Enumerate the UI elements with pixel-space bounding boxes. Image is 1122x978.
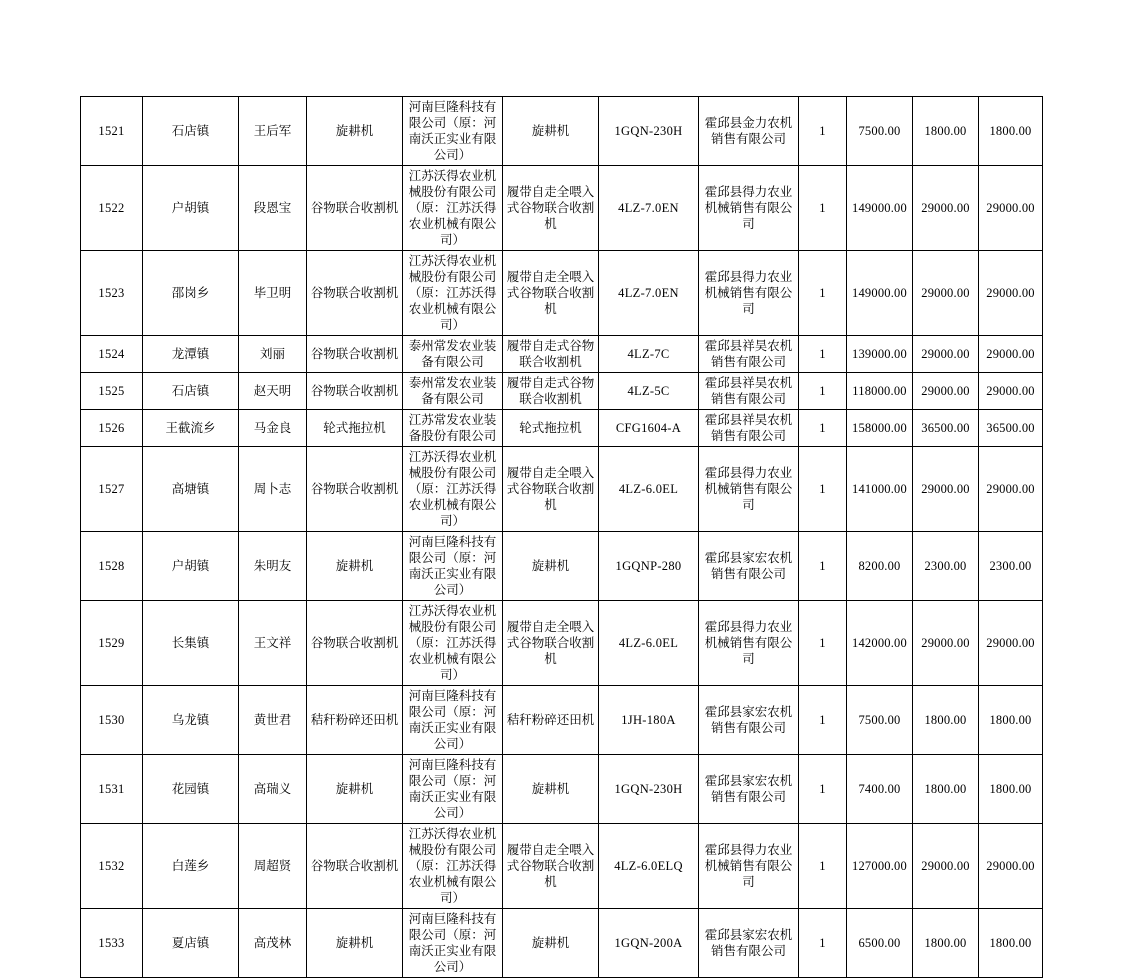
cell-qty: 1: [799, 251, 847, 336]
cell-buyer: 高茂林: [239, 909, 307, 978]
cell-buyer: 段恩宝: [239, 166, 307, 251]
cell-no: 1528: [81, 532, 143, 601]
subsidy-table-body: [81, 97, 1043, 978]
cell-model: 4LZ-7.0EN: [599, 251, 699, 336]
cell-qty: 1: [799, 755, 847, 824]
cell-machine: 秸秆粉碎还田机: [503, 686, 599, 755]
cell-category: 轮式拖拉机: [307, 410, 403, 447]
cell-machine: 履带自走全喂入式谷物联合收割机: [503, 447, 599, 532]
cell-town: 户胡镇: [143, 532, 239, 601]
cell-central-subsidy: 29000.00: [913, 251, 979, 336]
cell-manufacturer: 泰州常发农业装备有限公司: [403, 336, 503, 373]
cell-no: 1525: [81, 373, 143, 410]
cell-central-subsidy: 29000.00: [913, 336, 979, 373]
subsidy-table-container: [80, 96, 1042, 978]
cell-central-subsidy: 1800.00: [913, 686, 979, 755]
table-row: [81, 447, 1043, 532]
cell-subsidy: 29000.00: [979, 373, 1043, 410]
cell-manufacturer: 江苏沃得农业机械股份有限公司（原：江苏沃得农业机械有限公司）: [403, 601, 503, 686]
cell-machine: 履带自走式谷物联合收割机: [503, 373, 599, 410]
cell-dealer: 霍邱县家宏农机销售有限公司: [699, 532, 799, 601]
cell-town: 夏店镇: [143, 909, 239, 978]
cell-manufacturer: 河南巨隆科技有限公司（原：河南沃正实业有限公司）: [403, 532, 503, 601]
cell-dealer: 霍邱县得力农业机械销售有限公司: [699, 447, 799, 532]
cell-category: 谷物联合收割机: [307, 166, 403, 251]
cell-town: 白莲乡: [143, 824, 239, 909]
cell-central-subsidy: 29000.00: [913, 601, 979, 686]
cell-category: 谷物联合收割机: [307, 373, 403, 410]
cell-central-subsidy: 36500.00: [913, 410, 979, 447]
cell-town: 王截流乡: [143, 410, 239, 447]
cell-dealer: 霍邱县得力农业机械销售有限公司: [699, 166, 799, 251]
cell-subsidy: 29000.00: [979, 251, 1043, 336]
cell-machine: 旋耕机: [503, 755, 599, 824]
cell-qty: 1: [799, 166, 847, 251]
cell-price: 6500.00: [847, 909, 913, 978]
cell-category: 谷物联合收割机: [307, 824, 403, 909]
cell-town: 邵岗乡: [143, 251, 239, 336]
cell-buyer: 周卜志: [239, 447, 307, 532]
cell-dealer: 霍邱县家宏农机销售有限公司: [699, 909, 799, 978]
cell-town: 高塘镇: [143, 447, 239, 532]
cell-town: 石店镇: [143, 97, 239, 166]
cell-central-subsidy: 1800.00: [913, 97, 979, 166]
cell-model: 1GQNP-280: [599, 532, 699, 601]
cell-machine: 旋耕机: [503, 909, 599, 978]
cell-central-subsidy: 29000.00: [913, 824, 979, 909]
cell-model: 1GQN-230H: [599, 97, 699, 166]
table-row: [81, 97, 1043, 166]
cell-price: 158000.00: [847, 410, 913, 447]
cell-manufacturer: 河南巨隆科技有限公司（原：河南沃正实业有限公司）: [403, 686, 503, 755]
cell-subsidy: 1800.00: [979, 909, 1043, 978]
cell-town: 石店镇: [143, 373, 239, 410]
cell-price: 142000.00: [847, 601, 913, 686]
cell-subsidy: 29000.00: [979, 166, 1043, 251]
cell-model: 4LZ-6.0EL: [599, 447, 699, 532]
cell-qty: 1: [799, 336, 847, 373]
cell-buyer: 周超贤: [239, 824, 307, 909]
cell-price: 7500.00: [847, 97, 913, 166]
cell-dealer: 霍邱县得力农业机械销售有限公司: [699, 824, 799, 909]
cell-subsidy: 36500.00: [979, 410, 1043, 447]
cell-town: 龙潭镇: [143, 336, 239, 373]
cell-subsidy: 1800.00: [979, 755, 1043, 824]
cell-dealer: 霍邱县祥昊农机销售有限公司: [699, 336, 799, 373]
cell-qty: 1: [799, 97, 847, 166]
cell-manufacturer: 江苏沃得农业机械股份有限公司（原：江苏沃得农业机械有限公司）: [403, 447, 503, 532]
cell-town: 户胡镇: [143, 166, 239, 251]
cell-manufacturer: 泰州常发农业装备有限公司: [403, 373, 503, 410]
cell-dealer: 霍邱县家宏农机销售有限公司: [699, 755, 799, 824]
cell-no: 1533: [81, 909, 143, 978]
cell-category: 谷物联合收割机: [307, 251, 403, 336]
cell-machine: 旋耕机: [503, 97, 599, 166]
cell-subsidy: 29000.00: [979, 601, 1043, 686]
cell-subsidy: 1800.00: [979, 97, 1043, 166]
cell-subsidy: 2300.00: [979, 532, 1043, 601]
cell-machine: 履带自走全喂入式谷物联合收割机: [503, 601, 599, 686]
cell-buyer: 高瑞义: [239, 755, 307, 824]
cell-dealer: 霍邱县得力农业机械销售有限公司: [699, 601, 799, 686]
cell-buyer: 马金良: [239, 410, 307, 447]
cell-town: 长集镇: [143, 601, 239, 686]
cell-manufacturer: 河南巨隆科技有限公司（原：河南沃正实业有限公司）: [403, 755, 503, 824]
cell-price: 149000.00: [847, 166, 913, 251]
subsidy-table: [80, 96, 1043, 978]
cell-buyer: 王文祥: [239, 601, 307, 686]
cell-qty: 1: [799, 601, 847, 686]
cell-price: 118000.00: [847, 373, 913, 410]
cell-no: 1531: [81, 755, 143, 824]
cell-qty: 1: [799, 410, 847, 447]
cell-buyer: 毕卫明: [239, 251, 307, 336]
cell-category: 旋耕机: [307, 909, 403, 978]
cell-dealer: 霍邱县金力农机销售有限公司: [699, 97, 799, 166]
table-row: [81, 909, 1043, 978]
cell-no: 1521: [81, 97, 143, 166]
cell-no: 1524: [81, 336, 143, 373]
table-row: [81, 166, 1043, 251]
cell-no: 1526: [81, 410, 143, 447]
table-row: [81, 373, 1043, 410]
cell-no: 1523: [81, 251, 143, 336]
cell-qty: 1: [799, 909, 847, 978]
cell-manufacturer: 江苏常发农业装备股份有限公司: [403, 410, 503, 447]
cell-price: 8200.00: [847, 532, 913, 601]
cell-no: 1532: [81, 824, 143, 909]
cell-buyer: 赵天明: [239, 373, 307, 410]
cell-qty: 1: [799, 824, 847, 909]
cell-category: 旋耕机: [307, 532, 403, 601]
cell-manufacturer: 河南巨隆科技有限公司（原：河南沃正实业有限公司）: [403, 97, 503, 166]
cell-town: 花园镇: [143, 755, 239, 824]
table-row: [81, 410, 1043, 447]
cell-category: 谷物联合收割机: [307, 601, 403, 686]
cell-qty: 1: [799, 447, 847, 532]
cell-model: 4LZ-7C: [599, 336, 699, 373]
cell-no: 1522: [81, 166, 143, 251]
cell-no: 1530: [81, 686, 143, 755]
cell-buyer: 王后军: [239, 97, 307, 166]
cell-machine: 履带自走全喂入式谷物联合收割机: [503, 251, 599, 336]
cell-category: 旋耕机: [307, 755, 403, 824]
cell-model: 1GQN-230H: [599, 755, 699, 824]
cell-subsidy: 29000.00: [979, 447, 1043, 532]
cell-model: 4LZ-5C: [599, 373, 699, 410]
cell-machine: 履带自走全喂入式谷物联合收割机: [503, 166, 599, 251]
cell-category: 谷物联合收割机: [307, 447, 403, 532]
cell-model: 4LZ-6.0EL: [599, 601, 699, 686]
cell-manufacturer: 河南巨隆科技有限公司（原：河南沃正实业有限公司）: [403, 909, 503, 978]
cell-model: 4LZ-7.0EN: [599, 166, 699, 251]
table-row: [81, 601, 1043, 686]
cell-price: 149000.00: [847, 251, 913, 336]
cell-dealer: 霍邱县得力农业机械销售有限公司: [699, 251, 799, 336]
table-row: [81, 251, 1043, 336]
cell-qty: 1: [799, 532, 847, 601]
cell-dealer: 霍邱县家宏农机销售有限公司: [699, 686, 799, 755]
cell-price: 141000.00: [847, 447, 913, 532]
cell-central-subsidy: 2300.00: [913, 532, 979, 601]
cell-central-subsidy: 29000.00: [913, 166, 979, 251]
cell-manufacturer: 江苏沃得农业机械股份有限公司（原：江苏沃得农业机械有限公司）: [403, 166, 503, 251]
cell-central-subsidy: 29000.00: [913, 447, 979, 532]
cell-category: 谷物联合收割机: [307, 336, 403, 373]
cell-price: 139000.00: [847, 336, 913, 373]
cell-model: 4LZ-6.0ELQ: [599, 824, 699, 909]
cell-manufacturer: 江苏沃得农业机械股份有限公司（原：江苏沃得农业机械有限公司）: [403, 251, 503, 336]
cell-buyer: 黄世君: [239, 686, 307, 755]
cell-central-subsidy: 1800.00: [913, 755, 979, 824]
cell-qty: 1: [799, 686, 847, 755]
cell-no: 1527: [81, 447, 143, 532]
cell-model: 1GQN-200A: [599, 909, 699, 978]
table-row: [81, 336, 1043, 373]
cell-town: 乌龙镇: [143, 686, 239, 755]
cell-dealer: 霍邱县祥昊农机销售有限公司: [699, 410, 799, 447]
table-row: [81, 824, 1043, 909]
cell-qty: 1: [799, 373, 847, 410]
cell-subsidy: 1800.00: [979, 686, 1043, 755]
cell-buyer: 朱明友: [239, 532, 307, 601]
cell-manufacturer: 江苏沃得农业机械股份有限公司（原：江苏沃得农业机械有限公司）: [403, 824, 503, 909]
cell-subsidy: 29000.00: [979, 824, 1043, 909]
cell-machine: 履带自走全喂入式谷物联合收割机: [503, 824, 599, 909]
cell-model: 1JH-180A: [599, 686, 699, 755]
cell-price: 7500.00: [847, 686, 913, 755]
cell-category: 旋耕机: [307, 97, 403, 166]
table-row: [81, 686, 1043, 755]
cell-machine: 旋耕机: [503, 532, 599, 601]
table-row: [81, 532, 1043, 601]
cell-machine: 履带自走式谷物联合收割机: [503, 336, 599, 373]
cell-price: 127000.00: [847, 824, 913, 909]
cell-category: 秸秆粉碎还田机: [307, 686, 403, 755]
cell-central-subsidy: 29000.00: [913, 373, 979, 410]
cell-model: CFG1604-A: [599, 410, 699, 447]
table-row: [81, 755, 1043, 824]
cell-no: 1529: [81, 601, 143, 686]
cell-subsidy: 29000.00: [979, 336, 1043, 373]
cell-price: 7400.00: [847, 755, 913, 824]
cell-machine: 轮式拖拉机: [503, 410, 599, 447]
cell-central-subsidy: 1800.00: [913, 909, 979, 978]
cell-buyer: 刘丽: [239, 336, 307, 373]
cell-dealer: 霍邱县祥昊农机销售有限公司: [699, 373, 799, 410]
